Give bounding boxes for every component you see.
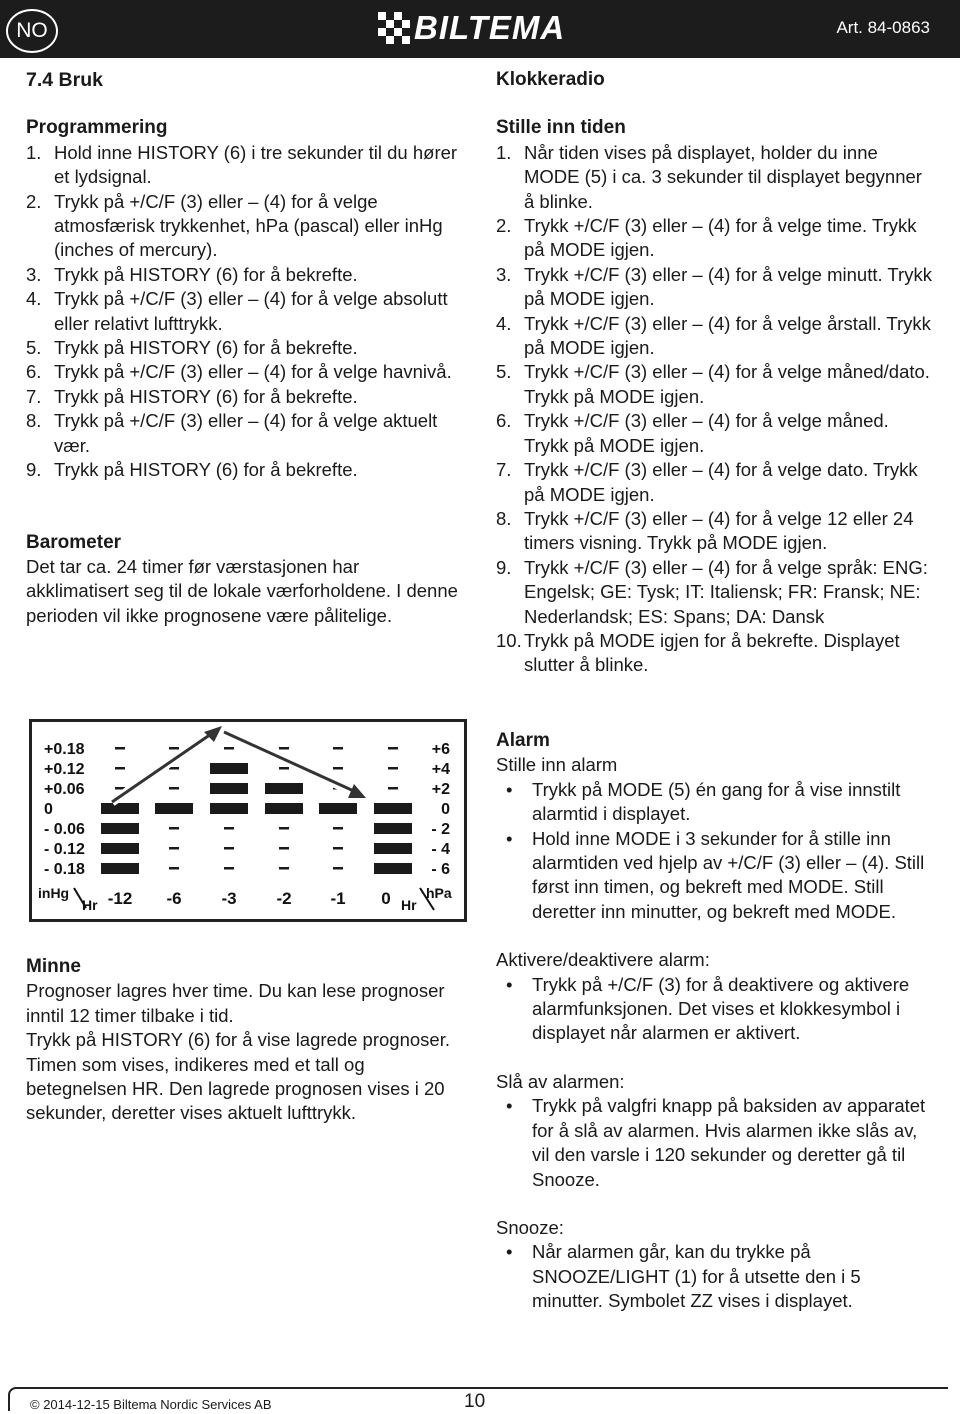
- step-text: Trykk på HISTORY (6) for å bekrefte.: [54, 385, 358, 407]
- step-number: 5.: [26, 337, 42, 359]
- brand-logo: [378, 9, 566, 46]
- step-text: Trykk +/C/F (3) eller – (4) for å velge time. Trykk på MODE igjen.: [524, 215, 917, 261]
- step-text: Trykk på +/C/F (3) eller – (4) for å velge havnivå.: [54, 361, 452, 383]
- step-text: Trykk på +/C/F (3) eller – (4) for å velge absolutt eller relativt lufttrykk.: [54, 288, 448, 334]
- lcd-right-scale-label: 0: [441, 801, 450, 818]
- lcd-dash-segment: [333, 827, 343, 830]
- lcd-dash-segment: [333, 767, 343, 770]
- barometer-title: Barometer: [26, 531, 122, 553]
- alarm-off-title: Slå av alarmen:: [496, 1070, 625, 1092]
- lcd-right-scale-label: +4: [431, 761, 450, 778]
- step-item: [26, 336, 461, 360]
- step-number: 1.: [496, 141, 512, 163]
- lcd-left-scale-label: 0: [44, 801, 53, 818]
- toggle-alarm-title: Aktivere/deaktivere alarm:: [496, 949, 710, 971]
- lcd-bar-segment: [101, 863, 139, 874]
- lcd-dash-segment: [279, 867, 289, 870]
- bullet-icon: •: [506, 827, 513, 849]
- step-item: [26, 360, 461, 384]
- step-text: Trykk +/C/F (3) eller – (4) for å velge måned. Trykk på MODE igjen.: [524, 410, 889, 456]
- step-text: Trykk +/C/F (3) eller – (4) for å velge årstall. Trykk på MODE igjen.: [524, 312, 931, 359]
- lcd-bar-segment: [265, 783, 303, 794]
- lcd-bar-segment: [319, 803, 357, 814]
- bullet-text: Trykk på MODE (5) én gang for å vise innstilt alarmtid i displayet.: [532, 778, 901, 825]
- alarm-section: [496, 729, 936, 1314]
- lcd-dash-segment: [224, 827, 234, 830]
- memory-paragraph-1: Prognoser lagres hver time. Du kan lese prognoser inntil 12 timer tilbake i tid.: [26, 980, 445, 1026]
- lcd-unit-hpa: hPa: [426, 885, 452, 901]
- lcd-dash-segment: [169, 767, 179, 770]
- step-number: 1.: [26, 141, 42, 163]
- trend-arrow-up-line: [112, 732, 214, 802]
- memory-paragraph-2: Trykk på HISTORY (6) for å vise lagrede prognoser. Timen som vises, indikeres med et tall og betegnelsen HR. Den lagrede prognosen vises i 20 sekunder, deretter vises aktuelt lufttrykk.: [26, 1029, 450, 1124]
- step-item: [496, 141, 936, 214]
- lcd-bar-segment: [210, 783, 248, 794]
- copyright: © 2014-12-15 Biltema Nordic Services AB: [30, 1397, 272, 1412]
- barometer-display-svg: [32, 722, 464, 919]
- step-item: [496, 214, 936, 263]
- step-item: [26, 287, 461, 336]
- step-number: 3.: [26, 263, 42, 285]
- memory-title: Minne: [26, 956, 81, 977]
- step-number: 9.: [26, 459, 42, 481]
- snooze-title: Snooze:: [496, 1216, 564, 1238]
- lcd-bar-segment: [210, 763, 248, 774]
- step-item: [26, 141, 461, 190]
- lcd-bar-segment: [374, 863, 412, 874]
- page-number: 10: [464, 1391, 486, 1412]
- toggle-alarm-bullets: [496, 973, 936, 1046]
- bullet-item: [496, 827, 936, 925]
- memory-section: [26, 955, 461, 1126]
- header-bar: [0, 0, 960, 58]
- bullet-text: Hold inne MODE i 3 sekunder for å stille inn alarmtiden ved hjelp av +/C/F (3) eller – (4). Still først inn timen, og bekreft med MODE. Still deretter inn minutter, og bekreft med MODE.: [532, 827, 925, 922]
- step-number: 5.: [496, 361, 512, 383]
- lcd-left-scale-label: - 0.06: [44, 821, 85, 838]
- step-text: Trykk på HISTORY (6) for å bekrefte.: [54, 263, 358, 285]
- lcd-hr-left: Hr: [82, 897, 98, 913]
- bullet-item: [496, 778, 936, 827]
- step-text: Trykk +/C/F (3) eller – (4) for å velge dato. Trykk på MODE igjen.: [524, 459, 918, 505]
- step-item: [496, 312, 936, 361]
- right-column: [496, 68, 936, 678]
- brand-name: BILTEMA: [414, 9, 566, 46]
- set-time-steps: [496, 141, 936, 678]
- lcd-dash-segment: [388, 787, 398, 790]
- lcd-right-scale-label: - 2: [431, 821, 450, 838]
- lcd-left-scale-label: +0.06: [44, 781, 85, 798]
- bullet-item: [496, 1240, 936, 1313]
- set-time-title: Stille inn tiden: [496, 117, 626, 139]
- lcd-dash-segment: [279, 747, 289, 750]
- bullet-item: [496, 1094, 936, 1192]
- lcd-hour-label: -12: [107, 889, 133, 908]
- lcd-dash-segment: [279, 827, 289, 830]
- lcd-dash-segment: [279, 767, 289, 770]
- lcd-right-scale-label: +2: [431, 781, 450, 798]
- footer-rule: [18, 1387, 948, 1389]
- step-number: 7.: [496, 459, 512, 481]
- alarm-title: Alarm: [496, 730, 550, 751]
- step-number: 10.: [496, 629, 522, 651]
- lcd-dash-segment: [169, 827, 179, 830]
- lcd-dash-segment: [169, 747, 179, 750]
- lcd-bar-segment: [155, 803, 193, 814]
- step-text: Trykk på HISTORY (6) for å bekrefte.: [54, 459, 358, 481]
- lcd-dash-segment: [333, 847, 343, 850]
- step-number: 7.: [26, 385, 42, 407]
- checkered-flag-icon: [378, 12, 410, 44]
- alarm-off-bullets: [496, 1094, 936, 1192]
- lcd-dash-segment: [388, 747, 398, 750]
- lcd-left-scale-label: +0.18: [44, 741, 85, 758]
- lcd-dash-segment: [279, 847, 289, 850]
- step-item: [26, 190, 461, 263]
- programming-steps: [26, 141, 461, 483]
- barometer-display-figure: [29, 719, 467, 922]
- lcd-left-scale-label: +0.12: [44, 761, 85, 778]
- bullet-text: Når alarmen går, kan du trykke på SNOOZE/LIGHT (1) for å utsette den i 5 minutter. Symbolet ZZ vises i displayet.: [532, 1241, 861, 1312]
- step-number: 8.: [496, 507, 512, 529]
- lcd-hour-label: -2: [276, 889, 292, 908]
- lcd-dash-segment: [169, 847, 179, 850]
- clock-radio-title: Klokkeradio: [496, 69, 605, 90]
- lcd-right-scale-label: - 6: [431, 861, 450, 878]
- step-item: [26, 458, 461, 482]
- section-title: 7.4 Bruk: [26, 69, 103, 91]
- lcd-left-scale-label: - 0.12: [44, 841, 85, 858]
- step-text: Trykk +/C/F (3) eller – (4) for å velge måned/dato. Trykk på MODE igjen.: [524, 361, 930, 407]
- step-number: 3.: [496, 263, 512, 285]
- step-item: [496, 556, 936, 629]
- snooze-bullets: [496, 1240, 936, 1313]
- footer-bracket: [8, 1387, 20, 1411]
- step-text: Trykk på HISTORY (6) for å bekrefte.: [54, 337, 358, 359]
- page-footer: [0, 1387, 960, 1414]
- step-item: [496, 360, 936, 409]
- step-number: 2.: [26, 190, 42, 212]
- step-number: 4.: [496, 312, 512, 334]
- lcd-dash-segment: [388, 767, 398, 770]
- lcd-dash-segment: [333, 747, 343, 750]
- step-text: Når tiden vises på displayet, holder du inne MODE (5) i ca. 3 sekunder til displayet begynner å blinke.: [524, 141, 922, 212]
- lcd-right-scale-label: +6: [431, 741, 450, 758]
- bullet-icon: •: [506, 973, 513, 995]
- alarm-subtitle: Stille inn alarm: [496, 754, 618, 776]
- alarm-bullets: [496, 778, 936, 924]
- lcd-dash-segment: [333, 867, 343, 870]
- lcd-bar-segment: [374, 843, 412, 854]
- step-text: Hold inne HISTORY (6) i tre sekunder til du hører et lydsignal.: [54, 141, 458, 188]
- bullet-icon: •: [506, 1241, 513, 1263]
- bullet-item: [496, 973, 936, 1046]
- step-number: 6.: [496, 410, 512, 432]
- lcd-unit-inhg: inHg: [38, 885, 70, 901]
- lcd-dash-segment: [224, 867, 234, 870]
- step-text: Trykk på MODE igjen for å bekrefte. Displayet slutter å blinke.: [524, 629, 900, 676]
- lcd-hour-label: -1: [330, 889, 346, 908]
- lcd-bar-segment: [101, 843, 139, 854]
- lcd-hr-right: Hr: [401, 897, 417, 913]
- step-text: Trykk +/C/F (3) eller – (4) for å velge 12 eller 24 timers visning. Trykk på MODE igjen.: [524, 507, 914, 554]
- step-number: 9.: [496, 556, 512, 578]
- bullet-text: Trykk på valgfri knapp på baksiden av apparatet for å slå av alarmen. Hvis alarmen ikke slås av, vil den varsle i 120 sekunder og deretter gå til Snooze.: [532, 1095, 926, 1190]
- step-text: Trykk på +/C/F (3) eller – (4) for å velge aktuelt vær.: [54, 410, 438, 456]
- step-item: [26, 385, 461, 409]
- step-item: [496, 629, 936, 678]
- step-text: Trykk +/C/F (3) eller – (4) for å velge språk: ENG: Engelsk; GE: Tysk; IT: Italiensk; FR: Fransk; NE: Nederlandsk; ES: Spans; DA: Dansk: [524, 556, 928, 627]
- lcd-bar-segment: [374, 803, 412, 814]
- step-number: 6.: [26, 361, 42, 383]
- lcd-bar-segment: [265, 803, 303, 814]
- lcd-dash-segment: [169, 787, 179, 790]
- step-item: [26, 409, 461, 458]
- bullet-icon: •: [506, 778, 513, 800]
- lcd-bar-segment: [101, 803, 139, 814]
- lcd-hour-label: -3: [221, 889, 237, 908]
- lcd-dash-segment: [169, 867, 179, 870]
- lcd-dash-segment: [224, 747, 234, 750]
- step-text: Trykk +/C/F (3) eller – (4) for å velge minutt. Trykk på MODE igjen.: [524, 263, 932, 310]
- lcd-bar-segment: [210, 803, 248, 814]
- lcd-dash-segment: [224, 847, 234, 850]
- bullet-icon: •: [506, 1095, 513, 1117]
- step-item: [496, 263, 936, 312]
- article-number: Art. 84-0863: [836, 18, 930, 37]
- bullet-text: Trykk på +/C/F (3) for å deaktivere og aktivere alarmfunksjonen. Det vises et klokkesymbol i displayet når alarmen er aktivert.: [532, 973, 910, 1044]
- lcd-dash-segment: [115, 747, 125, 750]
- lcd-hour-label: 0: [381, 889, 391, 908]
- step-text: Trykk på +/C/F (3) eller – (4) for å velge atmosfærisk trykkenhet, hPa (pascal) eller inHg (inches of mercury).: [54, 190, 443, 261]
- lcd-hour-label: -6: [166, 889, 182, 908]
- language-badge: NO: [6, 9, 58, 53]
- programming-title: Programmering: [26, 117, 168, 139]
- step-item: [26, 263, 461, 287]
- step-number: 8.: [26, 410, 42, 432]
- step-item: [496, 409, 936, 458]
- step-item: [496, 507, 936, 556]
- step-number: 2.: [496, 215, 512, 237]
- barometer-text: Det tar ca. 24 timer før værstasjonen har akklimatisert seg til de lokale værforholdene. I denne perioden vil ikke prognosene være pålitelige.: [26, 555, 458, 626]
- left-column: [26, 68, 461, 628]
- lcd-bar-segment: [101, 823, 139, 834]
- step-number: 4.: [26, 288, 42, 310]
- lcd-left-scale-label: - 0.18: [44, 861, 85, 878]
- lcd-right-scale-label: - 4: [431, 841, 450, 858]
- lcd-bar-segment: [374, 823, 412, 834]
- lcd-dash-segment: [115, 767, 125, 770]
- step-item: [496, 458, 936, 507]
